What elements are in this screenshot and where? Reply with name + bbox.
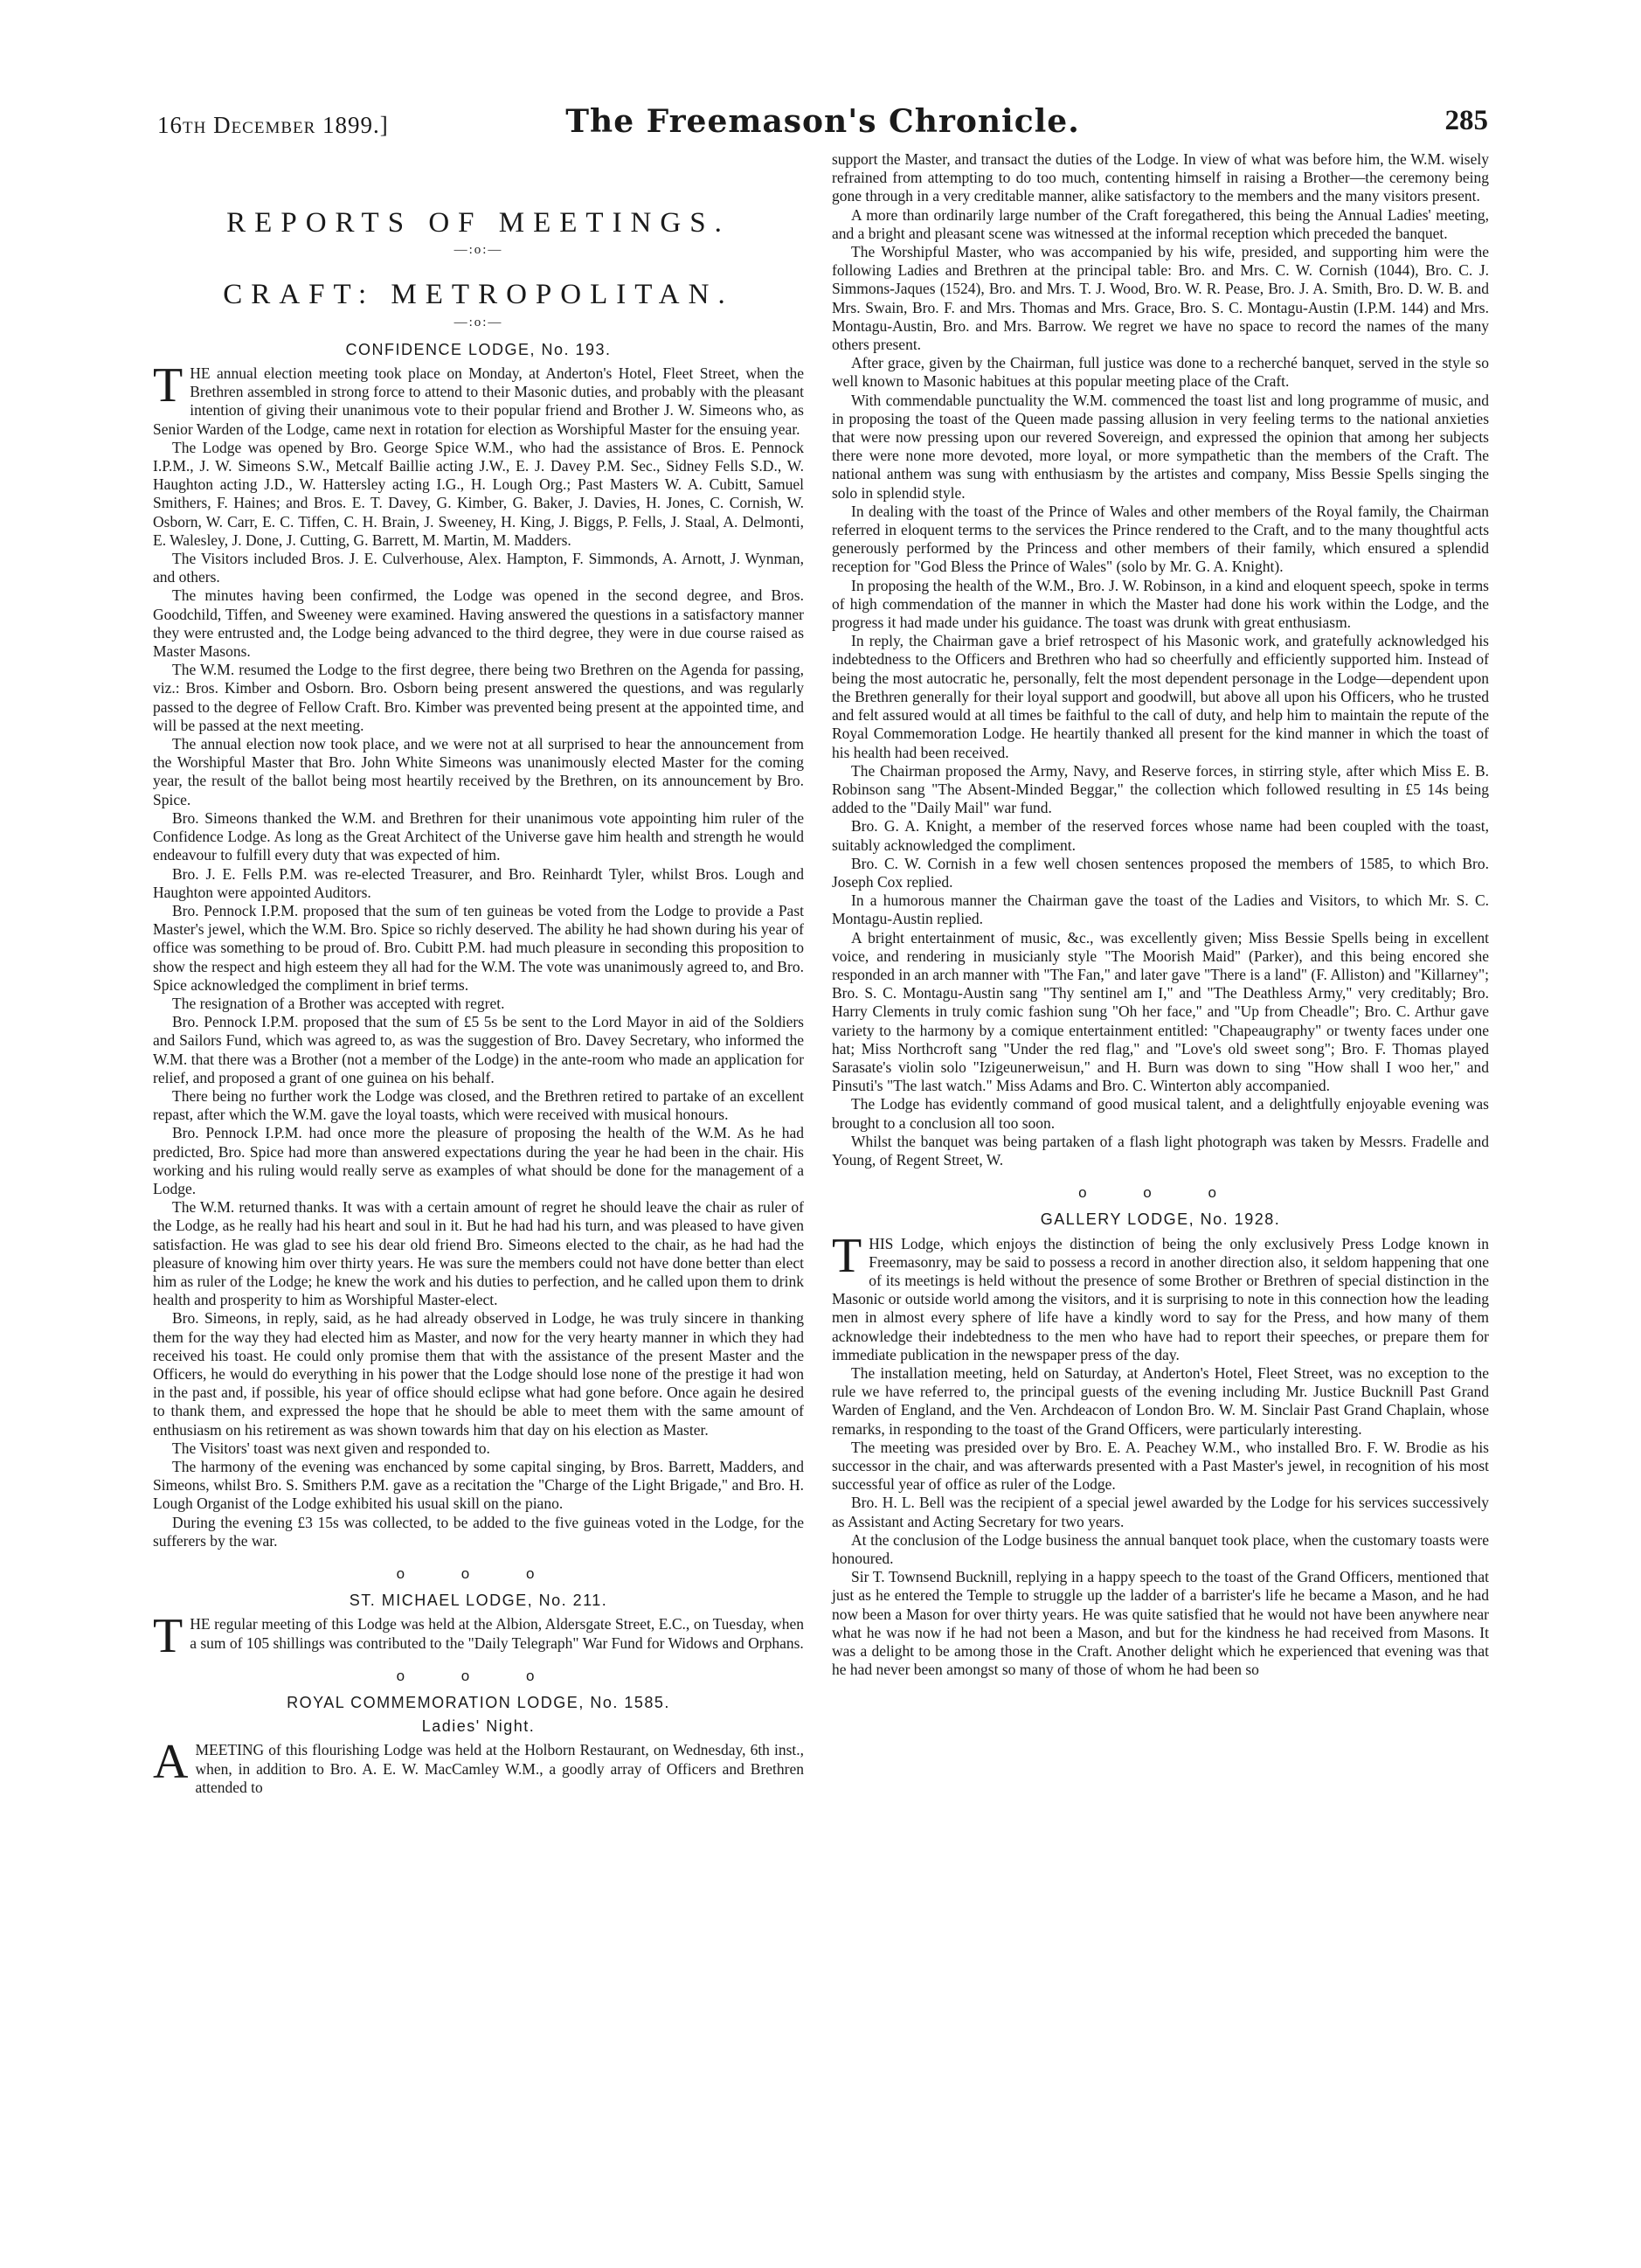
paragraph: During the evening £3 15s was collected, to be added to the five guineas voted in the Lodge, for the sufferers by the war. xyxy=(153,1513,804,1550)
section-divider: o o o xyxy=(396,1667,561,1684)
section-title: REPORTS OF MEETINGS. xyxy=(226,207,730,239)
paragraph: Bro. C. W. Cornish in a few well chosen sentences proposed the members of 1585, to which Bro. Joseph Cox replied. xyxy=(832,854,1489,891)
page-number: 285 xyxy=(1444,105,1488,136)
paragraph: The annual election now took place, and we were not at all surprised to hear the announcement from the Worshipful Master that Bro. John White Simeons was unanimously elected Master for the coming year, the result of the ballot being most heartily received by the Brethren, on its announcement by Bro. Spice. xyxy=(153,735,804,808)
paragraph: The minutes having been confirmed, the Lodge was opened in the second degree, and Bros. Goodchild, Tiffen, and Sweeney were examined. Having answered the questions in a satisfactory manner they were entrusted and, the Lodge being advanced to the third degree, they were in due course raised as Master Masons. xyxy=(153,586,804,661)
paper-title: The Freemason's Chronicle. xyxy=(565,103,1080,140)
drop-cap: A xyxy=(153,1735,189,1790)
paragraph: Bro. Pennock I.P.M. proposed that the sum of £5 5s be sent to the Lord Mayor in aid of the Soldiers and Sailors Fund, which was agreed to, as was the suggestion of Bro. Davey Secretary, who informed the W.M. that there was a Brother (not a member of the Lodge) in the ante-room who made an application for relief, and proposed a grant of one guinea on his behalf. xyxy=(153,1013,804,1086)
paragraph: In dealing with the toast of the Prince of Wales and other members of the Royal family, the Chairman referred in eloquent terms to the services the Prince rendered to the Craft, and to the many thoughtful acts generously performed by the Princess and other members of their family, which ensured a splendid reception for "God Bless the Prince of Wales" (solo by Mr. G. A. Knight). xyxy=(832,502,1489,576)
separator: —:o:— xyxy=(454,315,503,329)
masthead xyxy=(157,101,1488,145)
paragraph: Whilst the banquet was being partaken of a flash light photograph was taken by Messrs. Fradelle and Young, of Regent Street, W. xyxy=(832,1132,1489,1169)
sub-title: CRAFT: METROPOLITAN. xyxy=(223,279,734,311)
paragraph: A more than ordinarily large number of the Craft foregathered, this being the Annual Ladies' meeting, and a bright and pleasant scene was witnessed at the informal reception which preceded the banquet. xyxy=(832,205,1489,242)
paragraph: The W.M. resumed the Lodge to the first degree, there being two Brethren on the Agenda for passing, viz.: Bros. Kimber and Osborn. Bro. Osborn being present answered the questions, and was regularly passed to the degree of Fellow Craft. Bro. Kimber was prevented being present at the appointed time, and will be passed at the next meeting. xyxy=(153,661,804,734)
section-divider: o o o xyxy=(396,1565,561,1583)
lodge-title-confidence: CONFIDENCE LODGE, No. 193. xyxy=(345,340,612,358)
paragraph: THE regular meeting of this Lodge was held at the Albion, Aldersgate Street, E.C., on Tuesday, when a sum of 105 shillings was contributed to the "Daily Telegraph" War Fund for Widows and Orphans. xyxy=(153,1609,804,1664)
drop-cap: T xyxy=(153,358,183,413)
paragraph: A bright entertainment of music, &c., was excellently given; Miss Bessie Spells being in excellent voice, and rendering in musicianly style "The Moorish Maid" (Parker), and this being encored she responded in an arch manner with "The Fan," and later gave "There is a land" (F. Alliston) and "Killarney"; Bro. S. C. Montagu-Austin sang "Thy sentinel am I," and "The Deathless Army," very creditably; Bro. Harry Clements in truly comic fashion sung "Oh her face," and "Up from Cheadle"; Bro. C. Arthur gave variety to the harmony by a comique entertainment entitled: "Chapeaugraphy" or twenty faces under one hat; Miss Northcroft sang "Under the red flag," and "Love's old sweet song"; Bro. F. Thomas played Sarasate's violin solo "Izigeunerweisun," and H. Burn was down to sing "How shall I woo her," and Pinsuti's "The last watch." Miss Adams and Bro. C. Winterton ably accompanied. xyxy=(832,928,1489,1095)
paragraph: In a humorous manner the Chairman gave the toast of the Ladies and Visitors, to which Mr. S. C. Montagu-Austin replied. xyxy=(832,891,1489,928)
paragraph: Bro. H. L. Bell was the recipient of a special jewel awarded by the Lodge for his services successively as Assistant and Acting Secretary for two years. xyxy=(832,1494,1489,1530)
paragraph: There being no further work the Lodge was closed, and the Brethren retired to partake of an excellent repast, after which the W.M. gave the loyal toasts, which were received with musical honours. xyxy=(153,1086,804,1124)
paragraph: The W.M. returned thanks. It was with a certain amount of regret he should leave the chair as ruler of the Lodge, as he really had his heart and soul in it. But he had had his turn, and was pleased to have given satisfaction. He was glad to see his dear old friend Bro. Simeons elected to the chair, as he had had the pleasure of knowing him over thirty years. He was sure the members could not have done better than elect him as ruler of the Lodge; he knew the work and his duties to perfection, and he called upon them to drink health and prosperity to him as Worshipful Master-elect. xyxy=(153,1198,804,1309)
paragraph: Bro. G. A. Knight, a member of the reserved forces whose name had been coupled with the toast, suitably acknowledged the compliment. xyxy=(832,817,1489,854)
paragraph: The Lodge was opened by Bro. George Spice W.M., who had the assistance of Bros. E. Pennock I.P.M., J. W. Simeons S.W., Metcalf Baillie acting J.W., E. J. Davey P.M. Sec., Sidney Fells S.D., W. Haughton acting J.D., W. Hattersley acting I.G., H. Lough Org.; Past Masters W. A. Cubitt, Samuel Smithers, F. Haines; and Bros. E. T. Davey, G. Kimber, G. Baker, J. Davies, H. Jones, C. Cornish, W. Osborn, W. Carr, E. C. Tiffen, C. H. Brain, J. Sweeney, H. King, J. Biggs, P. Fells, J. Staal, A. Delmonti, E. Walesley, J. Done, J. Cutting, G. Barrett, M. Martin, M. Madders. xyxy=(153,438,804,549)
drop-cap: T xyxy=(153,1609,183,1664)
paragraph: AMEETING of this flourishing Lodge was held at the Holborn Restaurant, on Wednesday, 6th inst., when, in addition to Bro. A. E. W. MacCamley W.M., a goodly array of Officers and Brethren attended to xyxy=(153,1735,804,1796)
paragraph: The resignation of a Brother was accepted with regret. xyxy=(172,994,505,1012)
paragraph: Bro. Simeons, in reply, said, as he had already observed in Lodge, he was truly sincere in thanking them for the way they had elected him as Master, and now for the very hearty manner in which they had received his toast. He could only promise them that with the assistance of the present Master and the Officers, he would do everything in his power that the Lodge should lose none of the prestige it had won in the past and, if possible, his year of office should eclipse what had gone before. Once again he desired to thank them, and expressed the hope that he should be able to meet them with the same amount of enthusiasm on his retirement as was shown towards him that day on his election as Master. xyxy=(153,1309,804,1439)
paragraph: The meeting was presided over by Bro. E. A. Peachey W.M., who installed Bro. F. W. Brodie as his successor in the chair, and was afterwards presented with a Past Master's jewel, in recognition of his most successful year of office as ruler of the Lodge. xyxy=(832,1438,1489,1494)
paragraph: Sir T. Townsend Bucknill, replying in a happy speech to the toast of the Grand Officers, mentioned that just as he entered the Temple to struggle up the ladder of a barrister's life he became a Mason, and he had now been a Mason for over thirty years. He was quite satisfied that he would not have been anywhere near what he was now if he had not been a Mason, and but for the kindness he had received from Masons. It was a delight to be among those in the Craft. Another delight which he experienced that evening was that he had never been amongst so many of those of whom he had been so xyxy=(832,1568,1489,1679)
section-divider: o o o xyxy=(1078,1184,1243,1202)
right-column xyxy=(832,150,1489,1679)
issue-date: 16th December 1899.] xyxy=(157,112,389,138)
paragraph: In proposing the health of the W.M., Bro. J. W. Robinson, in a kind and eloquent speech, spoke in terms of high commendation of the manner in which the Master had done his work within the Lodge, and the progress it had made under his guidance. The toast was drunk with great enthusiasm. xyxy=(832,576,1489,632)
lodge-title-gallery: GALLERY LODGE, No. 1928. xyxy=(1040,1210,1281,1229)
paragraph: The Chairman proposed the Army, Navy, and Reserve forces, in stirring style, after which Miss E. B. Robinson sang "The Absent-Minded Beggar," the collection which followed resulting in £5 14s being added to the "Daily Mail" war fund. xyxy=(832,761,1489,817)
paragraph: In reply, the Chairman gave a brief retrospect of his Masonic work, and gratefully acknowledged his indebtedness to the Officers and Brethren who had so cheerfully and efficiently supported him. Instead of being the most autocratic he, personally, felt the most dependent personage in the Lodge—dependent upon the Brethren generally for their loyal support and goodwill, but above all upon his Officers, who he trusted and felt assured would at all times be faithful to the call of duty, and help him to maintain the repute of the Royal Commemoration Lodge. He heartily thanked all present for the kind manner in which the toast of his health had been received. xyxy=(832,632,1489,761)
paragraph: With commendable punctuality the W.M. commenced the toast list and long programme of music, and in proposing the toast of the Queen made passing allusion in very feeling terms to the national anxieties that were now pressing upon our revered Sovereign, and expressed the opinion that among her subjects there were none more devoted, more loyal, or more sympathetic than the members of the Craft. The national anthem was sung with enthusiasm by the artistes and company, Miss Bessie Spells singing the solo in splendid style. xyxy=(832,391,1489,502)
paragraph: At the conclusion of the Lodge business the annual banquet took place, when the customary toasts were honoured. xyxy=(832,1530,1489,1568)
lodge-subtitle: Ladies' Night. xyxy=(421,1717,536,1736)
paragraph: support the Master, and transact the duties of the Lodge. In view of what was before him, the W.M. wisely refrained from attempting to do too much, contenting himself in raising a Brother—the ceremony being gone through in a very creditable manner, alike satisfactory to the members and the many visitors present. xyxy=(832,150,1489,205)
paragraph: Bro. J. E. Fells P.M. was re-elected Treasurer, and Bro. Reinhardt Tyler, whilst Bros. Lough and Haughton were appointed Auditors. xyxy=(153,864,804,901)
paragraph: The Lodge has evidently command of good musical talent, and a delightfully enjoyable evening was brought to a conclusion all too soon. xyxy=(832,1095,1489,1132)
lodge-title-st-michael: ST. MICHAEL LODGE, No. 211. xyxy=(349,1592,608,1610)
drop-cap: T xyxy=(832,1228,862,1283)
separator: —:o:— xyxy=(454,243,503,258)
paragraph: THIS Lodge, which enjoys the distinction of being the only exclusively Press Lodge known in Freemasonry, may be said to possess a record in another direction also, it seldom happening that one of its meetings is held without the presence of some Brother or Brethren of special distinction in the Masonic or outside world among the visitors, and it is surprising to note in this connection how the leading men in almost every sphere of life have a kindly word to say for the Press, and how many of them acknowledge their indebtedness to the men who have had to report their speeches, or prepare them for immediate publication in the newspaper press of the day. xyxy=(832,1228,1489,1363)
paragraph: The Worshipful Master, who was accompanied by his wife, presided, and supporting him were the following Ladies and Brethren at the principal table: Bro. and Mrs. C. W. Cornish (1044), Bro. C. J. Simmons-Jaques (1524), Bro. and Mrs. T. J. Wood, Bro. W. R. Pease, Bro. J. A. Smith, Bro. D. W. B. and Mrs. Swain, Bro. F. and Mrs. Thomas and Mrs. Grace, Bro. S. C. Montagu-Austin (I.P.M. 144) and Mrs. Montagu-Austin, Bro. and Mrs. Barrow. We regret we have no space to record the names of the many others present. xyxy=(832,243,1489,354)
paragraph: The Visitors included Bros. J. E. Culverhouse, Alex. Hampton, F. Simmonds, A. Arnott, J. Wynman, and others. xyxy=(153,550,804,586)
paragraph: The Visitors' toast was next given and responded to. xyxy=(172,1439,490,1457)
paragraph: The harmony of the evening was enchanced by some capital singing, by Bros. Barrett, Madders, and Simeons, whilst Bro. S. Smithers P.M. gave as a recitation the "Charge of the Light Brigade," and Bro. H. Lough Organist of the Lodge exhibited his usual skill on the piano. xyxy=(153,1458,804,1513)
paragraph: Bro. Simeons thanked the W.M. and Brethren for their unanimous vote appointing him ruler of the Confidence Lodge. As long as the Great Architect of the Universe gave him health and strength he would endeavour to fulfill every duty that was expected of him. xyxy=(153,808,804,864)
left-column xyxy=(153,188,804,1797)
paragraph: Bro. Pennock I.P.M. had once more the pleasure of proposing the health of the W.M. As he had predicted, Bro. Spice had more than answered expectations during the year he had been in the chair. His working and his ruling would really serve as examples of what should be done for the management of a Lodge. xyxy=(153,1124,804,1197)
paragraph: THE annual election meeting took place on Monday, at Anderton's Hotel, Fleet Street, when the Brethren assembled in strong force to attend to their Masonic duties, and probably with the pleasant intention of giving their unanimous vote to their popular friend and Brother J. W. Simeons who, as Senior Warden of the Lodge, came next in rotation for election as Worshipful Master for the ensuing year. xyxy=(153,358,804,438)
lodge-title-royal-commemoration: ROYAL COMMEMORATION LODGE, No. 1585. xyxy=(287,1694,670,1712)
paragraph: The installation meeting, held on Saturday, at Anderton's Hotel, Fleet Street, was no exception to the rule we have referred to, the principal guests of the evening including Mr. Justice Bucknill Past Grand Warden of England, and the Ven. Archdeacon of London Bro. W. M. Sinclair Past Grand Chaplain, whose remarks, in responding to the toast of the Grand Officers, were particularly interesting. xyxy=(832,1364,1489,1438)
paragraph: Bro. Pennock I.P.M. proposed that the sum of ten guineas be voted from the Lodge to provide a Past Master's jewel, which the W.M. Bro. Spice so richly deserved. The ability he had shown during his year of office was something to be proud of. Bro. Cubitt P.M. had much pleasure in seconding this proposition to show the respect and high esteem they all had for the W.M. The vote was unanimously agreed to, and Bro. Spice acknowledged the compliment in brief terms. xyxy=(153,901,804,994)
paragraph: After grace, given by the Chairman, full justice was done to a recherché banquet, served in the style so well known to Masonic habitues at this popular meeting place of the Craft. xyxy=(832,354,1489,391)
